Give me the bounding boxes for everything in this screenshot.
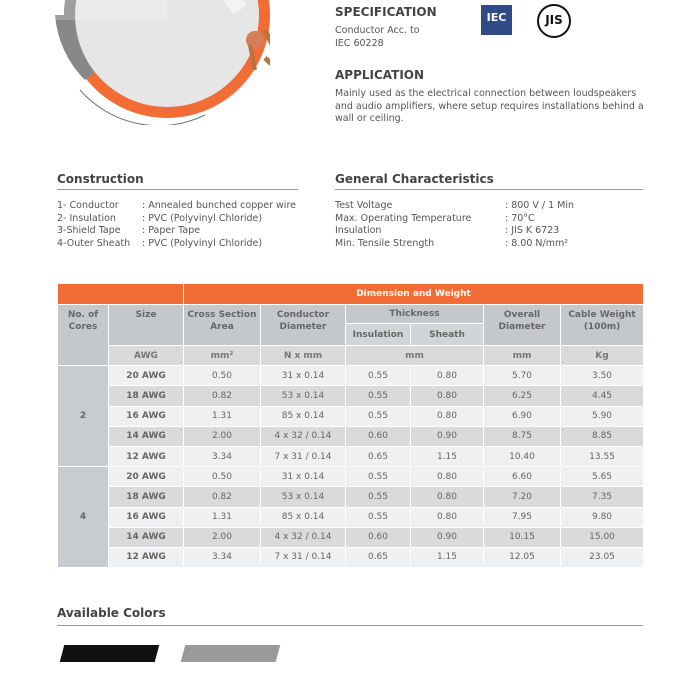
cores-cell: 4 (58, 467, 109, 568)
table-cell: 23.05 (561, 547, 644, 567)
construction-title: Construction (57, 172, 144, 186)
table-cell: 12 AWG (109, 547, 184, 567)
spec-line: IEC 60228 (335, 37, 384, 49)
table-cell: 85 x 0.14 (261, 507, 346, 527)
header-weight: Cable Weight (100m) (561, 305, 644, 346)
table-cell: 0.80 (411, 386, 484, 406)
table-cell: 0.80 (411, 487, 484, 507)
header-insulation: Insulation (346, 324, 411, 346)
table-cell: 12 AWG (109, 446, 184, 466)
table-cell: 6.60 (484, 467, 561, 487)
table-cell: 3.50 (561, 366, 644, 386)
table-row (58, 507, 644, 527)
table-cell: 0.82 (184, 386, 261, 406)
application-title: APPLICATION (335, 68, 425, 82)
dimension-weight-table (57, 283, 644, 568)
table-cell: 0.80 (411, 406, 484, 426)
iec-logo: IEC (481, 5, 512, 35)
table-cell: 1.15 (411, 547, 484, 567)
unit-overall: mm (484, 346, 561, 366)
cores-cell: 2 (58, 366, 109, 467)
table-cell: 5.70 (484, 366, 561, 386)
table-cell: 0.55 (346, 386, 411, 406)
cable-image (55, 0, 270, 125)
table-row (58, 467, 644, 487)
table-cell: 16 AWG (109, 507, 184, 527)
table-cell: 1.31 (184, 406, 261, 426)
table-cell: 0.65 (346, 446, 411, 466)
table-cell: 18 AWG (109, 487, 184, 507)
table-cell: 7.20 (484, 487, 561, 507)
table-cell: 6.90 (484, 406, 561, 426)
construction-item: 1- Conductor : Annealed bunched copper wire (57, 200, 296, 211)
application-text: Mainly used as the electrical connection between loudspeakers and audio amplifiers, where setup requires installations behind a wall or ceiling. (335, 88, 644, 124)
table-cell: 1.15 (411, 446, 484, 466)
table-row (58, 527, 644, 547)
construction-item: 4-Outer Sheath : PVC (Polyvinyl Chloride) (57, 237, 263, 249)
characteristic-item: Max. Operating Temperature : 70°C (335, 212, 535, 224)
header-cross: Cross Section Area (184, 305, 261, 346)
table-cell: 18 AWG (109, 386, 184, 406)
table-cell: 5.65 (561, 467, 644, 487)
table-cell: 53 x 0.14 (261, 487, 346, 507)
table-cell: 0.80 (411, 467, 484, 487)
table-cell: 7.95 (484, 507, 561, 527)
table-row (58, 386, 644, 406)
header-sheath: Sheath (411, 324, 484, 346)
table-cell: 0.60 (346, 426, 411, 446)
table-row (58, 426, 644, 446)
table-cell: 31 x 0.14 (261, 366, 346, 386)
table-cell: 0.55 (346, 366, 411, 386)
table-cell: 0.90 (411, 426, 484, 446)
table-row (58, 406, 644, 426)
table-cell: 53 x 0.14 (261, 386, 346, 406)
table-cell: 0.60 (346, 527, 411, 547)
table-cell: 3.34 (184, 547, 261, 567)
table-cell: 0.80 (411, 507, 484, 527)
construction-item: 3-Shield Tape : Paper Tape (57, 225, 201, 236)
table-cell: 0.55 (346, 507, 411, 527)
table-cell: 8.85 (561, 426, 644, 446)
table-row (58, 366, 644, 386)
table-cell: 12.05 (484, 547, 561, 567)
header-overall: Overall Diameter (484, 305, 561, 346)
table-row (58, 446, 644, 466)
table-cell: 4 x 32 / 0.14 (261, 426, 346, 446)
table-cell: 3.34 (184, 446, 261, 466)
table-cell: 0.80 (411, 366, 484, 386)
color-swatch-gray (181, 645, 281, 662)
table-cell: 9.80 (561, 507, 644, 527)
table-cell: 10.15 (484, 527, 561, 547)
table-cell: 0.90 (411, 527, 484, 547)
table-cell: 4 x 32 / 0.14 (261, 527, 346, 547)
unit-size: AWG (109, 346, 184, 366)
characteristics-title: General Characteristics (335, 172, 494, 186)
table-cell: 85 x 0.14 (261, 406, 346, 426)
table-cell: 13.55 (561, 446, 644, 466)
table-cell: 10.40 (484, 446, 561, 466)
table-cell: 2.00 (184, 527, 261, 547)
table-cell: 20 AWG (109, 366, 184, 386)
specification-title: SPECIFICATION (335, 5, 437, 19)
table-cell: 15.00 (561, 527, 644, 547)
unit-conductor: N x mm (261, 346, 346, 366)
table-row (58, 487, 644, 507)
table-cell: 2.00 (184, 426, 261, 446)
table-cell: 7.35 (561, 487, 644, 507)
characteristics-list (335, 200, 574, 250)
unit-thickness: mm (346, 346, 484, 366)
header-thickness: Thickness (346, 305, 484, 324)
table-cell: 0.55 (346, 487, 411, 507)
header-cores: No. of Cores (58, 305, 109, 366)
table-cell: 16 AWG (109, 406, 184, 426)
jis-logo: JIS (537, 4, 571, 38)
characteristic-item: Test Voltage : 800 V / 1 Min (335, 200, 575, 211)
color-swatch-black (60, 645, 160, 662)
spec-line: Conductor Acc. to (335, 25, 420, 36)
characteristic-item: Min. Tensile Strength : 8.00 N/mm² (335, 237, 569, 249)
table-cell: 0.55 (346, 467, 411, 487)
table-cell: 20 AWG (109, 467, 184, 487)
table-cell: 0.55 (346, 406, 411, 426)
table-cell: 7 x 31 / 0.14 (261, 547, 346, 567)
table-cell: 0.82 (184, 487, 261, 507)
table-cell: 0.50 (184, 467, 261, 487)
unit-weight: Kg (561, 346, 644, 366)
table-cell: 31 x 0.14 (261, 467, 346, 487)
header-conductor: Conductor Diameter (261, 305, 346, 346)
colors-title: Available Colors (57, 606, 166, 620)
characteristic-item: Insulation : JIS K 6723 (335, 225, 560, 236)
table-cell: 6.25 (484, 386, 561, 406)
table-cell: 0.65 (346, 547, 411, 567)
table-cell: 5.90 (561, 406, 644, 426)
table-cell: 4.45 (561, 386, 644, 406)
table-cell: 14 AWG (109, 426, 184, 446)
construction-item: 2- Insulation : PVC (Polyvinyl Chloride) (57, 212, 263, 224)
header-size: Size (109, 305, 184, 346)
table-cell: 8.75 (484, 426, 561, 446)
specification-text (335, 25, 420, 50)
table-cell: 14 AWG (109, 527, 184, 547)
table-cell: 1.31 (184, 507, 261, 527)
table-cell: 0.50 (184, 366, 261, 386)
construction-list (57, 200, 296, 250)
unit-cross: mm² (184, 346, 261, 366)
group-header: Dimension and Weight (184, 284, 644, 305)
table-row (58, 547, 644, 567)
table-cell: 7 x 31 / 0.14 (261, 446, 346, 466)
